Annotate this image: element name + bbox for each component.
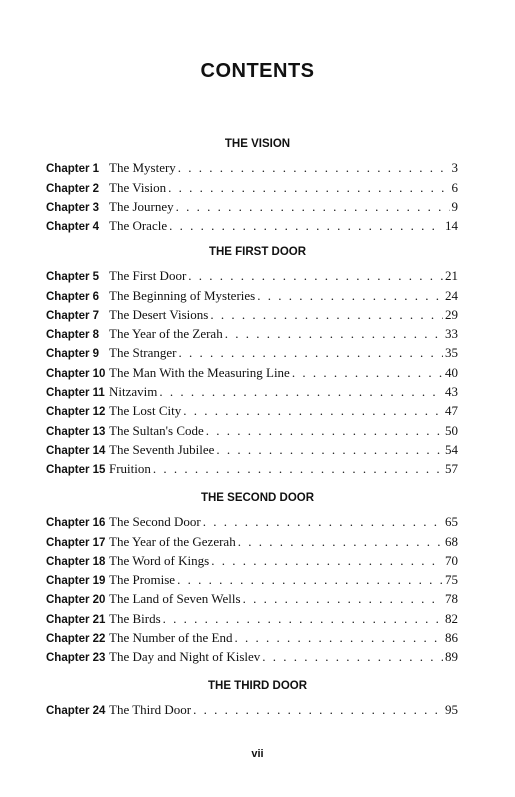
section-heading: THE SECOND DOOR xyxy=(200,492,315,504)
toc-entry-chapter-8[interactable] xyxy=(0,324,458,343)
chapter-title: The Mystery xyxy=(109,160,176,176)
chapter-label: Chapter 19 xyxy=(46,575,106,588)
chapter-title: The Journey xyxy=(109,198,174,214)
chapter-label: Chapter 23 xyxy=(46,652,106,665)
page-number: 35 xyxy=(445,345,458,361)
toc-entry-chapter-24[interactable] xyxy=(0,700,458,719)
dot-leader xyxy=(292,363,443,382)
chapter-title: The Vision xyxy=(109,179,167,195)
chapter-label: Chapter 8 xyxy=(46,329,100,342)
chapter-label: Chapter 4 xyxy=(46,221,100,234)
dot-leader xyxy=(216,440,443,459)
dot-leader xyxy=(225,324,443,343)
page-number: 43 xyxy=(445,384,458,400)
toc-entry-chapter-12[interactable] xyxy=(0,401,458,420)
dot-leader xyxy=(179,343,443,362)
dot-leader xyxy=(243,589,443,608)
section-the-second-door xyxy=(0,489,515,667)
toc-entry-chapter-11[interactable] xyxy=(0,382,458,401)
section-heading: THE FIRST DOOR xyxy=(208,246,307,258)
page-number: 50 xyxy=(445,422,458,438)
chapter-title: The Number of the End xyxy=(109,630,233,646)
toc-entry-chapter-5[interactable] xyxy=(0,266,458,285)
chapter-title: Nitzavim xyxy=(109,384,158,400)
chapter-label: Chapter 2 xyxy=(46,182,100,195)
dot-leader xyxy=(176,197,450,216)
section-the-third-door xyxy=(0,677,515,720)
toc-entry-chapter-22[interactable] xyxy=(0,628,458,647)
chapter-label: Chapter 22 xyxy=(46,633,106,646)
page-number: 75 xyxy=(445,572,458,588)
chapter-label: Chapter 20 xyxy=(46,594,106,607)
chapter-title: The Day and Night of Kislev xyxy=(109,649,261,665)
toc-entry-chapter-4[interactable] xyxy=(0,216,458,235)
chapter-title: The Seventh Jubilee xyxy=(109,441,215,457)
toc-entry-chapter-1[interactable] xyxy=(0,158,458,177)
page-number: 89 xyxy=(445,649,458,665)
chapter-label: Chapter 5 xyxy=(46,271,100,284)
section-the-vision xyxy=(0,135,515,235)
dot-leader xyxy=(159,382,443,401)
dot-leader xyxy=(183,401,443,420)
toc-entry-chapter-21[interactable] xyxy=(0,609,458,628)
chapter-label: Chapter 3 xyxy=(46,201,100,214)
page-number: 6 xyxy=(451,179,458,195)
chapter-label: Chapter 16 xyxy=(46,517,106,530)
chapter-label: Chapter 12 xyxy=(46,406,106,419)
page-number: 57 xyxy=(445,461,458,477)
toc-entry-chapter-23[interactable] xyxy=(0,647,458,666)
toc-entry-chapter-6[interactable] xyxy=(0,286,458,305)
section-the-first-door xyxy=(0,243,515,479)
chapter-label: Chapter 21 xyxy=(46,613,106,626)
chapter-title: The Beginning of Mysteries xyxy=(109,287,256,303)
chapter-label: Chapter 11 xyxy=(46,387,105,400)
page-folio: vii xyxy=(251,748,264,760)
toc-entry-chapter-18[interactable] xyxy=(0,551,458,570)
chapter-label: Chapter 9 xyxy=(46,348,100,361)
page-number: 9 xyxy=(451,198,458,214)
dot-leader xyxy=(238,532,443,551)
chapter-title: The Third Door xyxy=(109,702,192,718)
chapter-label: Chapter 10 xyxy=(46,367,106,380)
page-number: 33 xyxy=(445,326,458,342)
toc-entry-chapter-16[interactable] xyxy=(0,512,458,531)
dot-leader xyxy=(163,609,443,628)
chapter-title: The Man With the Measuring Line xyxy=(109,364,290,380)
page-number: 86 xyxy=(445,630,458,646)
dot-leader xyxy=(168,178,449,197)
chapter-title: The Sultan's Code xyxy=(109,422,204,438)
chapter-label: Chapter 14 xyxy=(46,444,106,457)
toc-entry-chapter-15[interactable] xyxy=(0,459,458,478)
chapter-title: The Desert Visions xyxy=(109,306,209,322)
chapter-label: Chapter 7 xyxy=(46,309,100,322)
dot-leader xyxy=(262,647,443,666)
chapter-label: Chapter 18 xyxy=(46,555,106,568)
dot-leader xyxy=(188,266,443,285)
chapter-label: Chapter 24 xyxy=(46,705,106,718)
dot-leader xyxy=(177,570,443,589)
dot-leader xyxy=(178,158,450,177)
chapter-title: The Lost City xyxy=(109,403,182,419)
page-number: 47 xyxy=(445,403,458,419)
page-number: 82 xyxy=(445,610,458,626)
toc-entry-chapter-10[interactable] xyxy=(0,363,458,382)
chapter-title: The First Door xyxy=(109,268,187,284)
chapter-title: The Land of Seven Wells xyxy=(109,591,241,607)
dot-leader xyxy=(206,421,443,440)
chapter-label: Chapter 13 xyxy=(46,425,106,438)
section-heading: THE VISION xyxy=(224,138,291,150)
toc-entry-chapter-20[interactable] xyxy=(0,589,458,608)
dot-leader xyxy=(169,216,443,235)
page-number: 65 xyxy=(445,514,458,530)
toc-entry-chapter-3[interactable] xyxy=(0,197,458,216)
chapter-label: Chapter 1 xyxy=(46,163,100,176)
page-number: 21 xyxy=(445,268,458,284)
chapter-title: The Promise xyxy=(109,572,176,588)
dot-leader xyxy=(153,459,443,478)
chapter-label: Chapter 15 xyxy=(46,464,106,477)
toc-entry-chapter-17[interactable] xyxy=(0,532,458,551)
section-heading: THE THIRD DOOR xyxy=(207,680,308,692)
chapter-title: The Oracle xyxy=(109,218,168,234)
dot-leader xyxy=(203,512,443,531)
dot-leader xyxy=(210,305,443,324)
page-number: 68 xyxy=(445,533,458,549)
toc-entry-chapter-13[interactable] xyxy=(0,421,458,440)
page-number: 24 xyxy=(445,287,458,303)
chapter-label: Chapter 17 xyxy=(46,536,106,549)
toc-entry-chapter-2[interactable] xyxy=(0,178,458,197)
page-number: 14 xyxy=(445,218,458,234)
page-number: 78 xyxy=(445,591,458,607)
chapter-title: The Second Door xyxy=(109,514,201,530)
dot-leader xyxy=(193,700,443,719)
chapter-title: The Word of Kings xyxy=(109,552,210,568)
page-number: 95 xyxy=(445,702,458,718)
toc-entry-chapter-9[interactable] xyxy=(0,343,458,362)
page-number: 40 xyxy=(445,364,458,380)
page-number: 29 xyxy=(445,306,458,322)
chapter-title: The Year of the Zerah xyxy=(109,326,223,342)
page-title: CONTENTS xyxy=(200,60,315,82)
page-number: 3 xyxy=(451,160,458,176)
dot-leader xyxy=(257,286,443,305)
chapter-label: Chapter 6 xyxy=(46,290,100,303)
chapter-title: The Stranger xyxy=(109,345,177,361)
dot-leader xyxy=(234,628,443,647)
toc-entry-chapter-19[interactable] xyxy=(0,570,458,589)
toc-entry-chapter-7[interactable] xyxy=(0,305,458,324)
chapter-title: The Birds xyxy=(109,610,161,626)
chapter-title: Fruition xyxy=(109,461,151,477)
dot-leader xyxy=(211,551,443,570)
chapter-title: The Year of the Gezerah xyxy=(109,533,236,549)
page-number: 70 xyxy=(445,552,458,568)
toc-entry-chapter-14[interactable] xyxy=(0,440,458,459)
page-number: 54 xyxy=(445,441,458,457)
